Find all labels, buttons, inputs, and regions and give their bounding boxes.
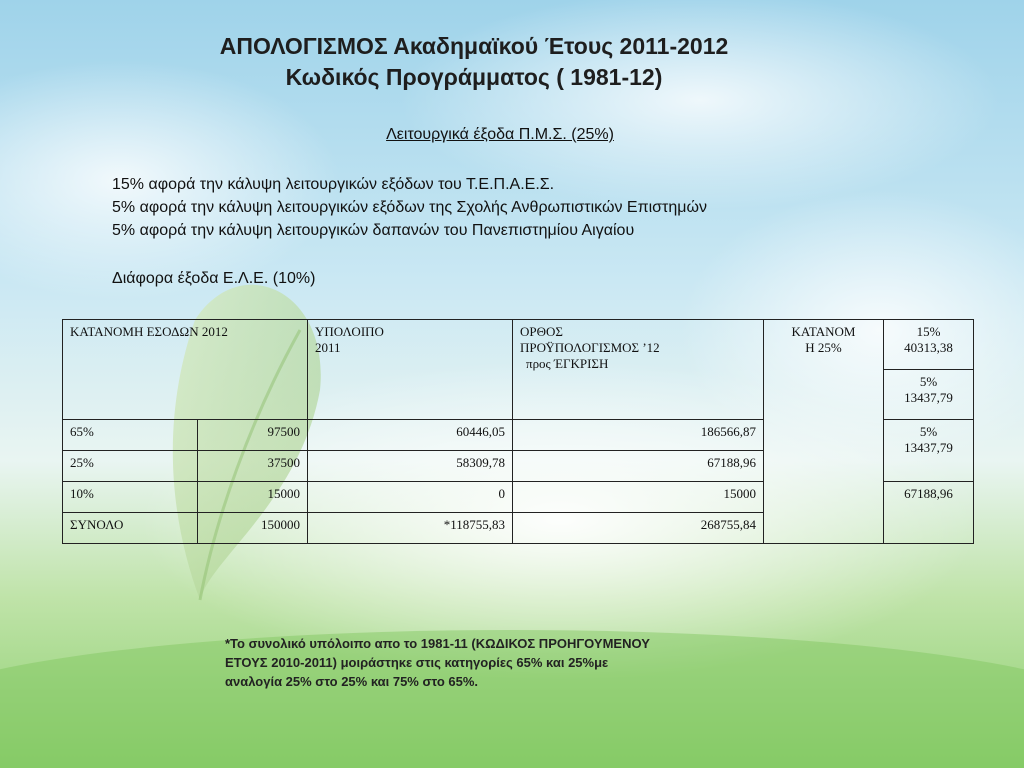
row-amount: 37500 [198,451,308,482]
row-label: 25% [63,451,198,482]
row-balance: 58309,78 [308,451,513,482]
bullet-line: 5% αφορά την κάλυψη λειτουργικών δαπανών του Πανεπιστημίου Αιγαίου [112,222,635,239]
row-budget: 67188,96 [513,451,764,482]
right-cell: 5% 13437,79 [884,420,974,482]
right-cell: 5% 13437,79 [884,370,974,420]
row-balance: *118755,83 [308,513,513,544]
bullet-line: 5% αφορά την κάλυψη λειτουργικών εξόδων της Σχολής Ανθρωπιστικών Επιστημών [112,199,707,216]
footnote-line: αναλογία 25% στο 25% και 75% στο 65%. [225,674,478,689]
row-label: 65% [63,420,198,451]
misc-expenses-line: Διάφορα έξοδα Ε.Λ.Ε. (10%) [112,270,316,287]
row-balance: 60446,05 [308,420,513,451]
row-balance: 0 [308,482,513,513]
right-cell: 67188,96 [884,482,974,544]
subheading: Λειτουργικά έξοδα Π.Μ.Σ. (25%) [386,126,614,143]
allocation-25-cell: ΚΑΤΑΝΟΜ Η 25% [764,320,884,544]
row-label: 10% [63,482,198,513]
row-budget: 15000 [513,482,764,513]
footnote-line: *Το συνολικό υπόλοιπο απο το 1981-11 (ΚΩΔΙΚΟΣ ΠΡΟΗΓΟΥΜΕΝΟΥ [225,636,650,651]
row-budget: 268755,84 [513,513,764,544]
bullet-line: 15% αφορά την κάλυψη λειτουργικών εξόδων του Τ.Ε.Π.Α.Ε.Σ. [112,176,555,193]
program-code-title: Κωδικός Προγράμματος ( 1981-12) [285,64,663,90]
footnote [225,634,765,691]
budget-table [62,319,974,544]
row-amount: 15000 [198,482,308,513]
header-allocation: ΚΑΤΑΝΟΜΗ ΕΣΟΔΩΝ 2012 [63,320,308,420]
row-amount: 150000 [198,513,308,544]
footnote-line: ΕΤΟΥΣ 2010-2011) μοιράστηκε στις κατηγορίες 65% και 25%με [225,655,609,670]
header-budget: ΟΡΘΟΣ ΠΡΟΫΠΟΛΟΓΙΣΜΟΣ ’12 προς ΈΓΚΡΙΣΗ [513,320,764,420]
right-cell: 15% 40313,38 [884,320,974,370]
header-balance: ΥΠΟΛΟΙΠΟ 2011 [308,320,513,420]
row-label: ΣΥΝΟΛΟ [63,513,198,544]
row-amount: 97500 [198,420,308,451]
row-budget: 186566,87 [513,420,764,451]
page-title: ΑΠΟΛΟΓΙΣΜΟΣ Ακαδημαϊκού Έτους 2011-2012 [219,33,729,59]
